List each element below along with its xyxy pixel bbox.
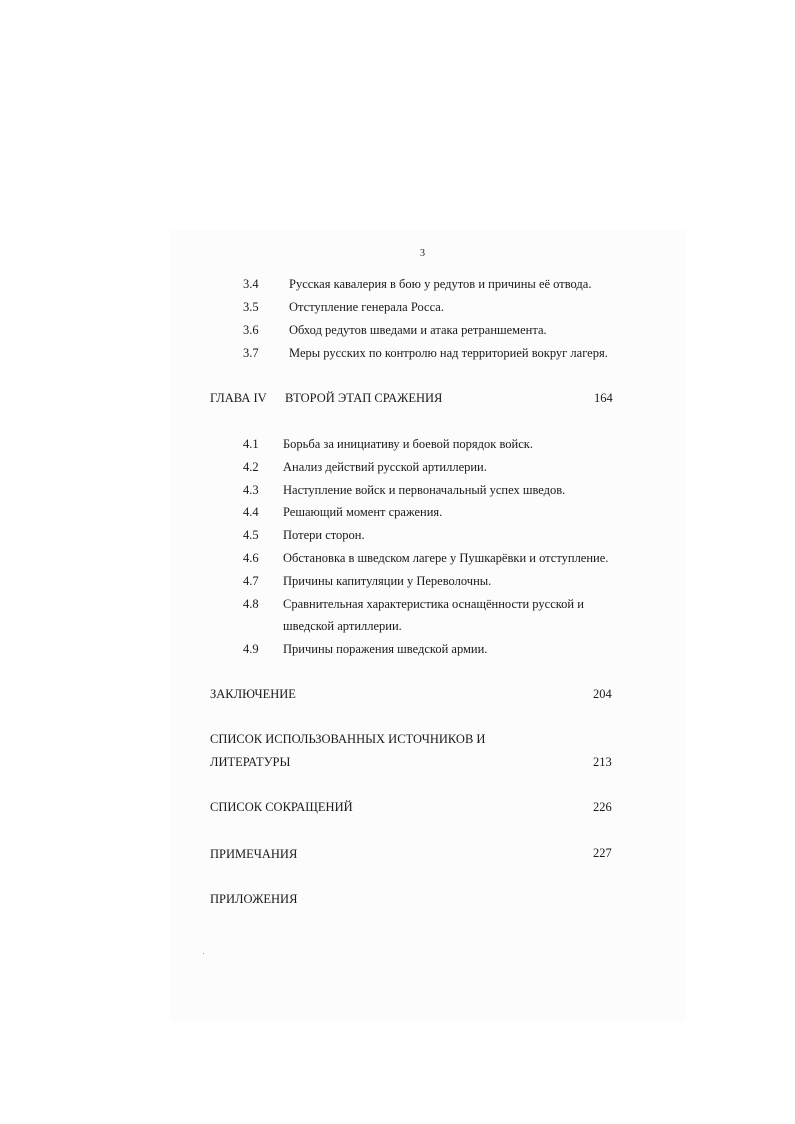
toc-entry-4-5-title: Потери сторон. <box>283 528 365 542</box>
scan-speck <box>203 953 204 954</box>
toc-entry-3-4-number: 3.4 <box>243 277 259 291</box>
appendices-title: ПРИЛОЖЕНИЯ <box>210 892 298 906</box>
toc-entry-4-4-title: Решающий момент сражения. <box>283 505 443 519</box>
toc-entry-4-8-title-continued: шведской артиллерии. <box>283 619 402 633</box>
toc-entry-4-6-number: 4.6 <box>243 551 259 565</box>
toc-entry-3-6-title: Обход редутов шведами и атака ретраншемента. <box>289 323 547 337</box>
conclusion-title: ЗАКЛЮЧЕНИЕ <box>210 687 296 701</box>
toc-entry-4-4-number: 4.4 <box>243 505 259 519</box>
toc-entry-3-7-title: Меры русских по контролю над территорией вокруг лагеря. <box>289 346 608 360</box>
notes-page: 227 <box>593 846 612 860</box>
sources-page: 213 <box>593 755 612 769</box>
chapter-4-label: ГЛАВА IV <box>210 391 267 405</box>
toc-entry-4-8-number: 4.8 <box>243 597 259 611</box>
toc-entry-4-9-title: Причины поражения шведской армии. <box>283 642 488 656</box>
toc-entry-4-7-number: 4.7 <box>243 574 259 588</box>
toc-entry-3-5-number: 3.5 <box>243 300 259 314</box>
sources-title-line1: СПИСОК ИСПОЛЬЗОВАННЫХ ИСТОЧНИКОВ И <box>210 732 486 746</box>
toc-entry-4-7-title: Причины капитуляции у Переволочны. <box>283 574 492 588</box>
toc-entry-3-4-title: Русская кавалерия в бою у редутов и причины её отвода. <box>289 277 592 291</box>
toc-entry-3-6-number: 3.6 <box>243 323 259 337</box>
abbreviations-title: СПИСОК СОКРАЩЕНИЙ <box>210 800 353 814</box>
chapter-4-page: 164 <box>594 391 613 405</box>
notes-title: ПРИМЕЧАНИЯ <box>210 847 298 861</box>
toc-entry-4-2-number: 4.2 <box>243 460 259 474</box>
toc-entry-4-1-number: 4.1 <box>243 437 259 451</box>
toc-entry-4-2-title: Анализ действий русской артиллерии. <box>283 460 487 474</box>
toc-entry-4-3-number: 4.3 <box>243 483 259 497</box>
sources-title-line2: ЛИТЕРАТУРЫ <box>210 755 291 769</box>
toc-entry-4-9-number: 4.9 <box>243 642 259 656</box>
page-number: 3 <box>420 248 425 259</box>
toc-entry-3-5-title: Отступление генерала Росса. <box>289 300 444 314</box>
toc-entry-4-3-title: Наступление войск и первоначальный успех шведов. <box>283 483 566 497</box>
chapter-4-title: ВТОРОЙ ЭТАП СРАЖЕНИЯ <box>285 391 443 405</box>
toc-entry-4-5-number: 4.5 <box>243 528 259 542</box>
toc-entry-4-8-title: Сравнительная характеристика оснащённости русской и <box>283 597 584 611</box>
toc-entry-3-7-number: 3.7 <box>243 346 259 360</box>
conclusion-page: 204 <box>593 687 612 701</box>
toc-entry-4-6-title: Обстановка в шведском лагере у Пушкарёвки и отступление. <box>283 551 609 565</box>
abbreviations-page: 226 <box>593 800 612 814</box>
toc-entry-4-1-title: Борьба за инициативу и боевой порядок войск. <box>283 437 533 451</box>
